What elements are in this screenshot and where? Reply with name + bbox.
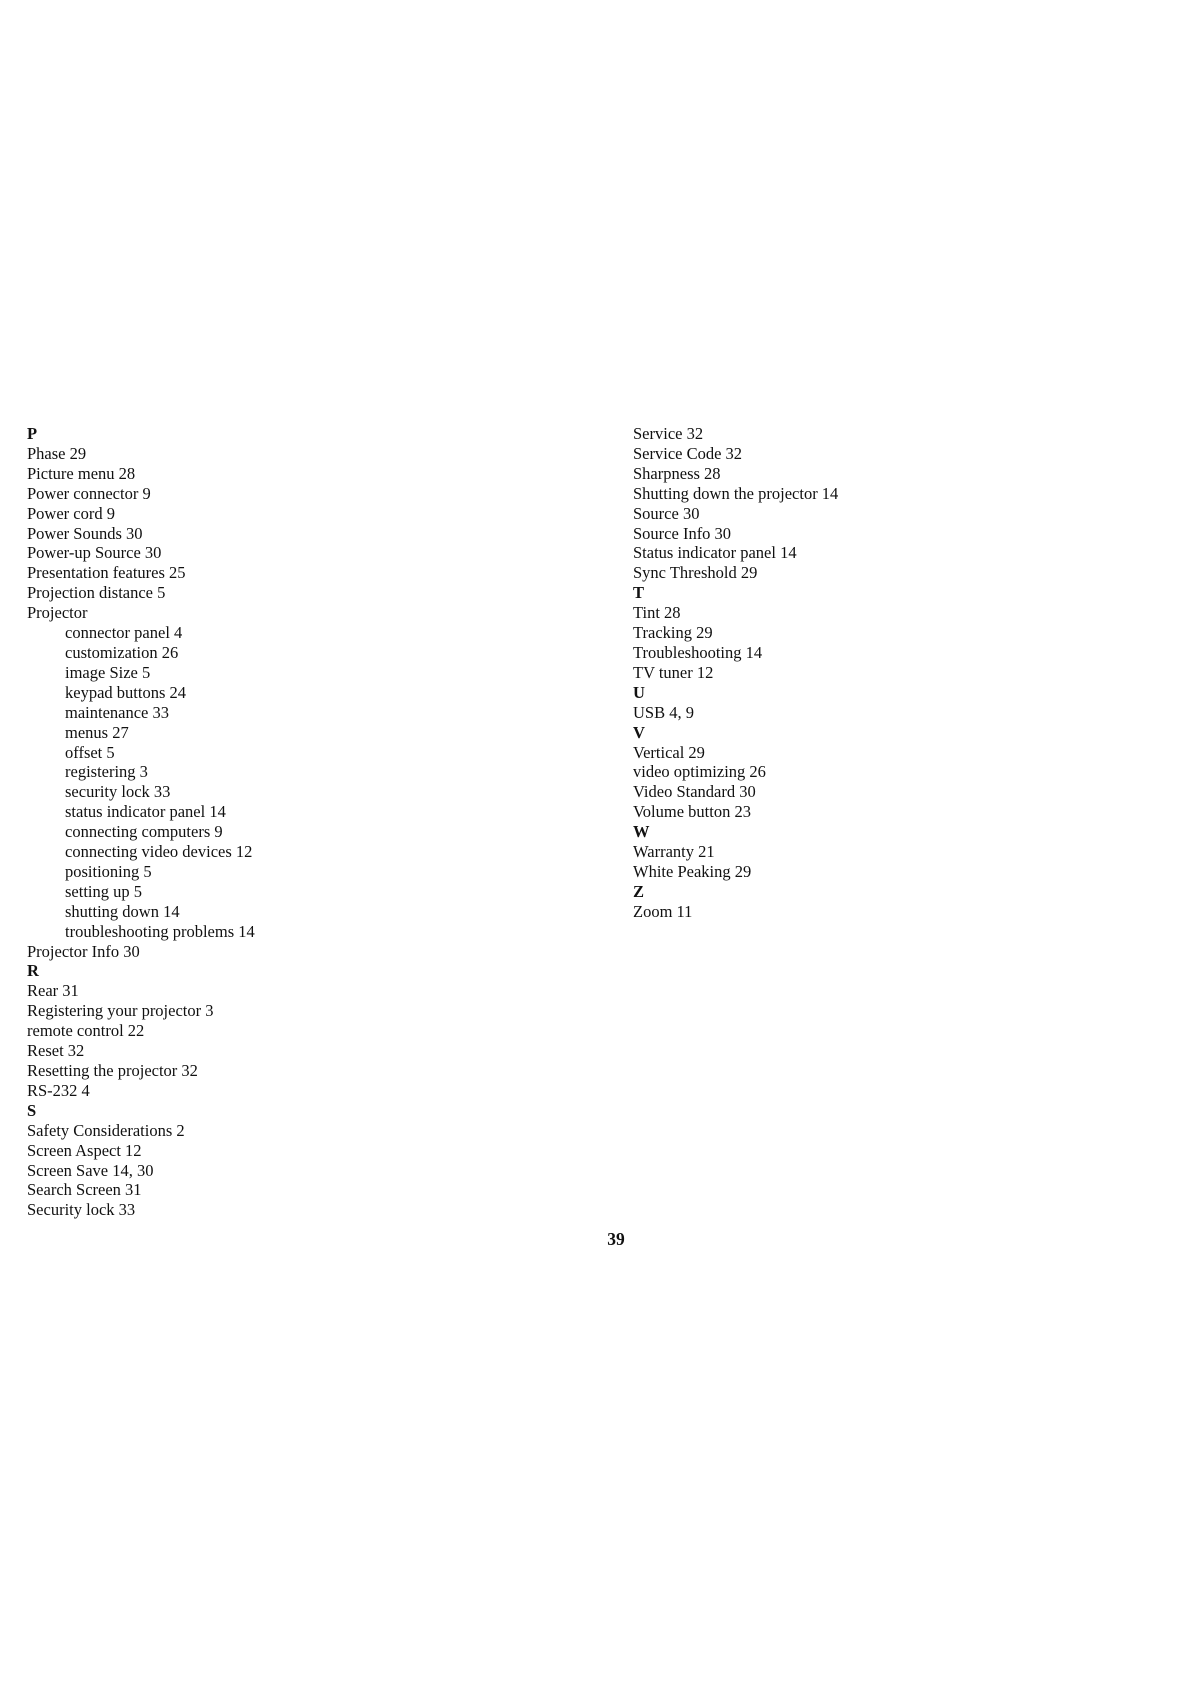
- index-letter-heading: U: [633, 682, 645, 702]
- index-entry: Phase 29: [27, 443, 87, 463]
- index-entry: Service 32: [633, 424, 704, 443]
- index-subentry: maintenance 33: [65, 702, 169, 722]
- index-entry: Screen Save 14, 30: [27, 1160, 154, 1180]
- index-entry: Security lock 33: [27, 1200, 136, 1220]
- index-entry: video optimizing 26: [633, 762, 766, 782]
- index-entry: Warranty 21: [633, 842, 715, 862]
- index-entry: Service Code 32: [633, 443, 743, 463]
- index-entry: USB 4, 9: [633, 702, 694, 722]
- index-subentry: positioning 5: [65, 861, 152, 881]
- index-entry: remote control 22: [27, 1021, 145, 1041]
- index-subentry: image Size 5: [65, 662, 151, 682]
- index-entry: Projector: [27, 603, 88, 623]
- page-number: 39: [607, 1229, 625, 1249]
- index-entry: Source Info 30: [633, 523, 732, 543]
- index-letter-heading: V: [633, 722, 645, 742]
- index-subentry: connecting video devices 12: [65, 842, 253, 862]
- index-entry: Screen Aspect 12: [27, 1140, 142, 1160]
- index-subentry: troubleshooting problems 14: [65, 921, 255, 941]
- index-subentry: status indicator panel 14: [65, 802, 226, 822]
- index-entry: Zoom 11: [633, 901, 693, 921]
- index-entry: Safety Considerations 2: [27, 1120, 185, 1140]
- index-column-left: [27, 424, 567, 1220]
- index-entry: Volume button 23: [633, 802, 751, 822]
- index-entry: Video Standard 30: [633, 782, 756, 802]
- index-entry: Shutting down the projector 14: [633, 483, 839, 503]
- index-entry: TV tuner 12: [633, 662, 714, 682]
- index-subentry: connecting computers 9: [65, 822, 223, 842]
- index-letter-heading: Z: [633, 881, 645, 901]
- index-subentry: security lock 33: [65, 782, 171, 802]
- index-entry: White Peaking 29: [633, 861, 752, 881]
- index-entry: Troubleshooting 14: [633, 642, 763, 662]
- index-subentry: offset 5: [65, 742, 115, 762]
- index-entry: Registering your projector 3: [27, 1001, 214, 1021]
- index-column-right: [633, 424, 1153, 922]
- index-entry: Projector Info 30: [27, 941, 140, 961]
- index-entry: Status indicator panel 14: [633, 543, 797, 563]
- index-letter-heading: T: [633, 583, 645, 603]
- index-entry: Power Sounds 30: [27, 523, 143, 543]
- index-entry: Sharpness 28: [633, 463, 721, 483]
- index-letter-heading: W: [633, 822, 650, 842]
- index-entry: Presentation features 25: [27, 563, 186, 583]
- index-subentry: customization 26: [65, 642, 179, 662]
- index-subentry: registering 3: [65, 762, 148, 782]
- index-entry: Search Screen 31: [27, 1180, 142, 1200]
- index-letter-heading: S: [27, 1100, 37, 1120]
- index-entry: RS-232 4: [27, 1080, 90, 1100]
- index-entry: Resetting the projector 32: [27, 1061, 198, 1080]
- index-entry: Reset 32: [27, 1041, 85, 1061]
- index-entry: Power connector 9: [27, 483, 151, 503]
- index-entry: Source 30: [633, 503, 700, 523]
- index-entry: Vertical 29: [633, 742, 705, 762]
- index-subentry: menus 27: [65, 722, 129, 742]
- index-subentry: setting up 5: [65, 881, 142, 901]
- index-entry: Sync Threshold 29: [633, 563, 758, 583]
- index-letter-heading: P: [27, 424, 38, 443]
- index-entry: Projection distance 5: [27, 583, 166, 603]
- index-letter-heading: R: [27, 961, 39, 981]
- index-entry: Picture menu 28: [27, 463, 136, 483]
- index-entry: Power cord 9: [27, 503, 115, 523]
- index-subentry: shutting down 14: [65, 901, 180, 921]
- index-subentry: connector panel 4: [65, 623, 183, 643]
- index-entry: Tint 28: [633, 603, 681, 623]
- index-entry: Power-up Source 30: [27, 543, 162, 563]
- index-entry: Rear 31: [27, 981, 79, 1001]
- index-entry: Tracking 29: [633, 623, 713, 643]
- index-subentry: keypad buttons 24: [65, 682, 186, 702]
